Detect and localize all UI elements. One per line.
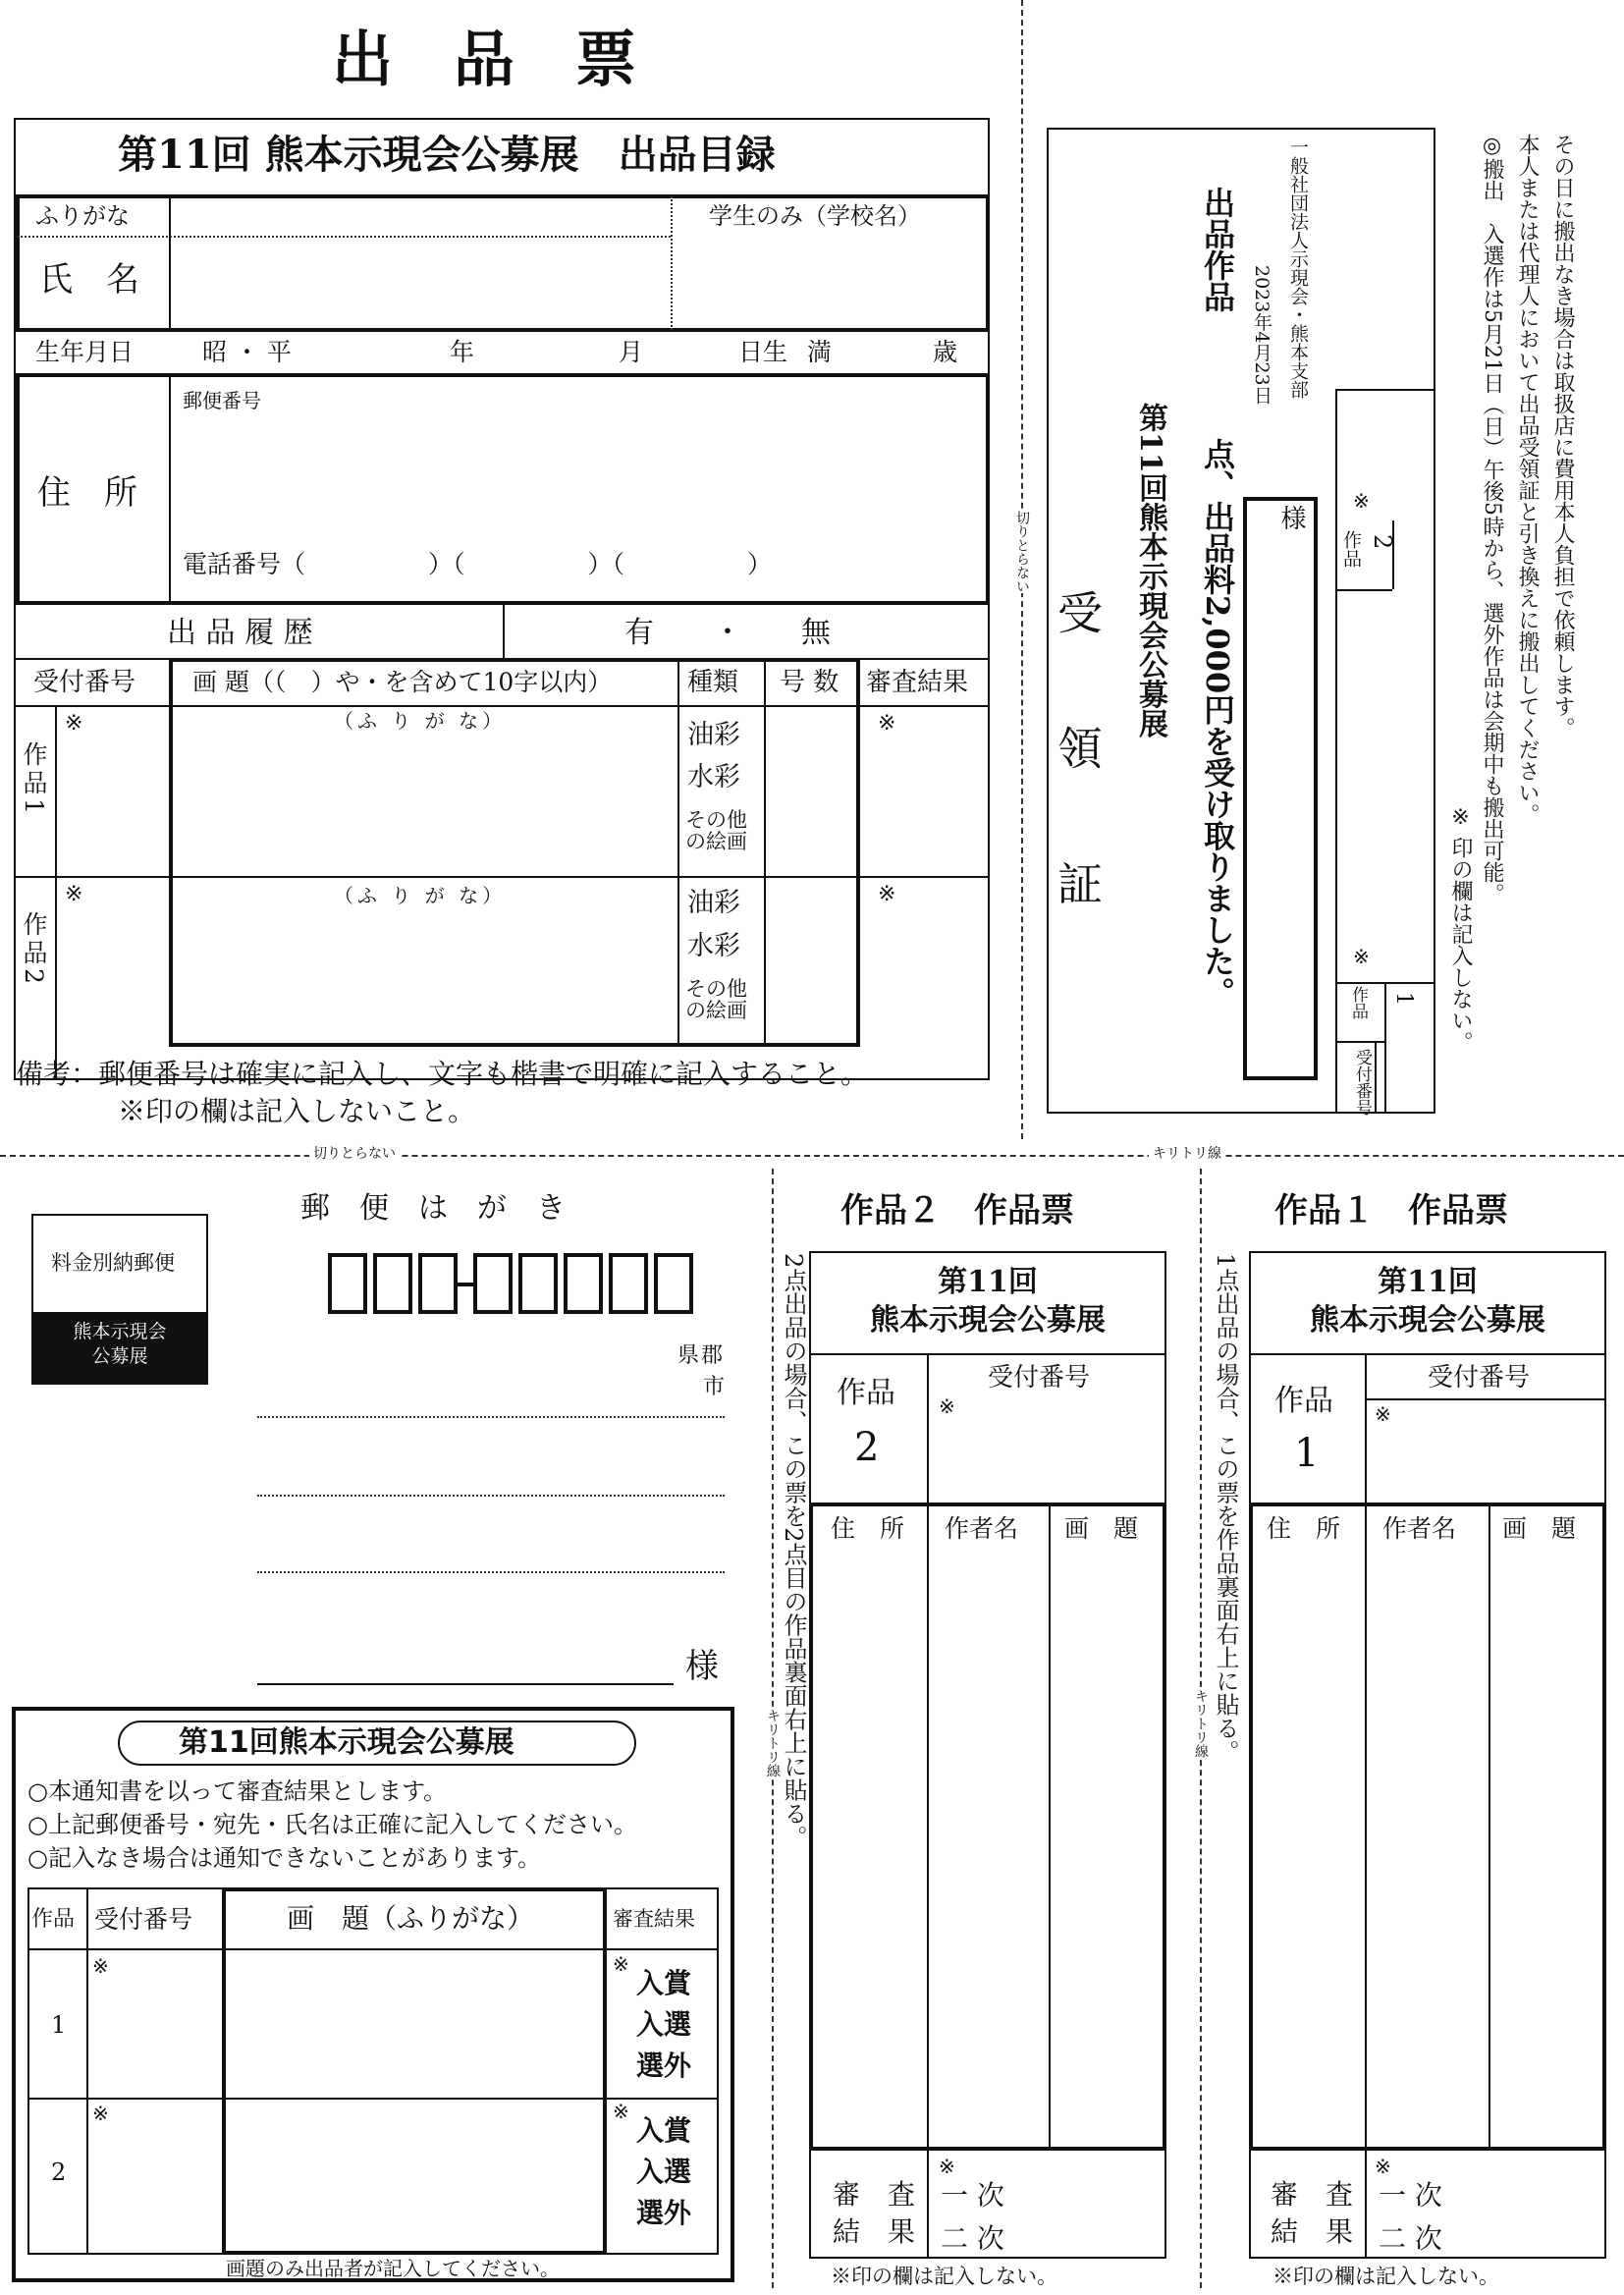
- ticket1-work-label: 作品: [1274, 1384, 1333, 1418]
- notice-row1-prize: 入賞: [636, 1967, 692, 1999]
- month-label: 月: [619, 338, 644, 366]
- col-size: 号 数: [780, 668, 839, 697]
- ticket1-col-title: 画 題: [1502, 1514, 1577, 1543]
- receipt-note-3: その日に搬出なき場合は取扱店に費用本人負担で依頼します。: [1550, 134, 1575, 738]
- receipt-mark-1: ※: [1353, 945, 1370, 968]
- receipt-note-1: ◎搬出 入選作は5月21日（日）午後5時から、選外作品は会期中も搬出可能。: [1480, 134, 1504, 904]
- ticket1-result-first: 一 次: [1379, 2179, 1442, 2212]
- work1-kind-oil[interactable]: 油彩: [687, 720, 740, 750]
- receipt-mark-2: ※: [1353, 489, 1370, 513]
- name-label: 氏 名: [39, 260, 139, 300]
- ticket2-result-second: 二 次: [941, 2222, 1004, 2255]
- notice-col-work: 作品: [31, 1907, 76, 1932]
- gun-label: 郡: [701, 1343, 724, 1368]
- ticket2-footer: ※印の欄は記入しない。: [831, 2265, 1057, 2288]
- work2-furigana: （ふ り が な）: [334, 884, 507, 907]
- receipt-org: 一般社団法人示現会・熊本支部: [1287, 137, 1309, 399]
- ticket1-col-author: 作者名: [1382, 1514, 1457, 1543]
- postal-digit-8[interactable]: [654, 1253, 693, 1314]
- cut-label-vertical-right: キリトリ線: [1190, 1689, 1212, 1758]
- ticket2-col-author: 作者名: [945, 1514, 1019, 1543]
- notice-row2-num: 2: [51, 2158, 67, 2186]
- notice-row1-num: 1: [51, 2011, 67, 2039]
- address-line-3[interactable]: [257, 1571, 725, 1573]
- address-field[interactable]: [177, 420, 982, 538]
- birth-label: 生年月日: [35, 338, 135, 366]
- ticket1-result-label: 審 査 結 果: [1271, 2178, 1354, 2248]
- work1-kind-water[interactable]: 水彩: [687, 762, 740, 792]
- stamp-text-bottom: 熊本示現会 公募展: [31, 1312, 208, 1385]
- work2-title-field[interactable]: [177, 915, 672, 1043]
- ticket1-title: 作品１ 作品票: [1274, 1191, 1508, 1230]
- receipt-date: 2023年4月23日: [1251, 265, 1272, 405]
- ticket2-exhibit: 第11回 熊本示現会公募展: [870, 1265, 1106, 1338]
- ticket1-result-second: 二 次: [1379, 2222, 1442, 2255]
- receipt-work2-num: 2: [1369, 534, 1396, 550]
- notice-line-2: ○記入なき場合は通知できないことがあります。: [27, 1844, 542, 1872]
- ticket1-receipt-mark: ※: [1375, 1402, 1391, 1426]
- ticket2-work-num: 2: [854, 1425, 880, 1470]
- school-field[interactable]: [676, 240, 986, 328]
- form-title: 出 品 票: [332, 24, 637, 95]
- postal-digit-4[interactable]: [473, 1253, 513, 1314]
- col-title: 画 題（（ ）や・を含めて10字以内）: [192, 668, 613, 696]
- ticket2-result-mark: ※: [939, 2155, 955, 2178]
- work2-kind-water[interactable]: 水彩: [687, 931, 740, 961]
- city-label: 市: [703, 1375, 726, 1399]
- postcard-sama: 様: [685, 1647, 719, 1686]
- ticket1-side-note: 1点出品の場合、この票を作品裏面右上に貼る。: [1212, 1253, 1239, 1764]
- postcard-title: 郵 便 は が き: [300, 1191, 566, 1226]
- col-kind: 種類: [687, 668, 739, 697]
- cut-label-cut-line: キリトリ線: [1149, 1147, 1225, 1161]
- notice-row2-rejected: 選外: [636, 2197, 692, 2229]
- notice-line-1: ○上記郵便番号・宛先・氏名は正確に記入してください。: [27, 1811, 637, 1838]
- address-label: 住 所: [37, 473, 137, 513]
- ticket1-receipt-label: 受付番号: [1428, 1363, 1531, 1393]
- age-label: 歳: [933, 338, 958, 366]
- receipt-title: 受 領 証: [1051, 589, 1104, 905]
- work1-kind-other[interactable]: その他の絵画: [685, 808, 747, 854]
- era-options: 昭 ・ 平: [202, 338, 292, 366]
- postal-label: 郵便番号: [183, 389, 261, 412]
- ticket2-side-note: 2点出品の場合、この票を2点目の作品裏面右上に貼る。: [780, 1253, 807, 1849]
- notice-row1-result-mark: ※: [613, 1952, 629, 1976]
- ticket1-work-num: 1: [1294, 1431, 1320, 1476]
- history-label: 出 品 履 歴: [167, 616, 313, 650]
- day-born-label: 日生: [738, 338, 788, 366]
- postal-digit-5[interactable]: [518, 1253, 558, 1314]
- work1-furigana: （ふ り が な）: [334, 709, 507, 733]
- full-age-label: 満: [807, 338, 833, 366]
- receipt-work1-label: 作品: [1348, 986, 1368, 1019]
- catalog-title: 第11回 熊本示現会公募展 出品目録: [118, 132, 776, 178]
- notice-row1-mark: ※: [92, 1954, 109, 1978]
- receipt-note-2: 本人または代理人において出品受領証と引き換えに搬出してください。: [1515, 134, 1540, 825]
- col-receipt-no: 受付番号: [33, 668, 136, 697]
- phone-label: 電話番号（ ）（ ）（ ）: [183, 550, 773, 578]
- notice-row2-mark: ※: [92, 2102, 109, 2125]
- history-options[interactable]: 有 ・ 無: [624, 616, 831, 650]
- cut-line-horizontal: [0, 1155, 1624, 1157]
- notice-col-result: 審査結果: [613, 1907, 695, 1931]
- address-line-2[interactable]: [257, 1495, 725, 1497]
- ticket1-info-table: [1249, 1503, 1606, 2151]
- year-label: 年: [450, 338, 475, 366]
- notice-footer: 画題のみ出品者が記入してください。: [226, 2257, 560, 2280]
- notice-row2-prize: 入賞: [636, 2114, 692, 2147]
- notice-row2-accepted: 入選: [636, 2156, 692, 2188]
- recipient-line[interactable]: [257, 1683, 674, 1685]
- notice-col-receipt: 受付番号: [94, 1905, 193, 1934]
- work2-kind-oil[interactable]: 油彩: [687, 888, 740, 918]
- ticket1-result-mark: ※: [1375, 2155, 1391, 2178]
- receipt-line-2: 出品作品 点、出品料2,000円を受け取りました。: [1199, 187, 1236, 1009]
- ticket2-receipt-mark: ※: [939, 1394, 955, 1418]
- postal-digit-3[interactable]: [418, 1253, 458, 1314]
- work2-kind-other[interactable]: その他の絵画: [685, 977, 747, 1023]
- receipt-line-1: 第11回熊本示現会公募展: [1133, 403, 1167, 738]
- receipt-note-0: ※ 印の欄は記入しない。: [1448, 805, 1473, 1053]
- cut-label-vertical: 切りとらない: [1011, 511, 1033, 593]
- pref-label: 県: [677, 1343, 700, 1368]
- ticket2-col-address: 住 所: [831, 1514, 905, 1543]
- ticket2-result-label: 審 査 結 果: [833, 2178, 916, 2248]
- name-field[interactable]: [173, 240, 669, 328]
- receipt-work1-num: 1: [1391, 992, 1416, 1006]
- ticket2-result-first: 一 次: [941, 2179, 1004, 2212]
- ticket2-col-title: 画 題: [1064, 1514, 1139, 1543]
- notice-line-0: ○本通知書を以って審査結果とします。: [27, 1777, 448, 1805]
- address-line-1[interactable]: [257, 1416, 725, 1418]
- notice-col-title: 画 題（ふりがな）: [287, 1902, 535, 1935]
- receipt-work2-label: 作品: [1340, 530, 1362, 568]
- work1-label: 作品1: [20, 741, 48, 818]
- postal-digit-1[interactable]: [328, 1253, 367, 1314]
- notice-row1-rejected: 選外: [636, 2049, 692, 2082]
- work1-result-mark: ※: [878, 711, 896, 736]
- ticket2-title: 作品２ 作品票: [840, 1191, 1074, 1230]
- receipt-box: [1047, 128, 1435, 1114]
- student-only-label: 学生のみ（学校名）: [709, 202, 921, 230]
- ticket1-col-address: 住 所: [1267, 1514, 1341, 1543]
- postal-digit-7[interactable]: [609, 1253, 648, 1314]
- ticket1-footer: ※印の欄は記入しない。: [1272, 2265, 1499, 2288]
- notice-title-col: [222, 1887, 607, 2255]
- work2-result-mark: ※: [878, 882, 896, 906]
- cut-label-do-not-cut: 切りとらない: [309, 1147, 400, 1161]
- postal-digit-6[interactable]: [564, 1253, 603, 1314]
- receipt-no-label: 受付番号: [1352, 1049, 1372, 1116]
- ticket2-receipt-label: 受付番号: [988, 1363, 1091, 1393]
- work2-receipt-mark: ※: [65, 882, 83, 906]
- work1-title-field[interactable]: [177, 742, 672, 870]
- col-result: 審査結果: [866, 668, 969, 697]
- ticket2-work-label: 作品: [837, 1376, 895, 1410]
- notice-title: 第11回熊本示現会公募展: [179, 1725, 514, 1760]
- notice-row1-accepted: 入選: [636, 2008, 692, 2041]
- notice-row2-result-mark: ※: [613, 2100, 629, 2123]
- ticket1-exhibit: 第11回 熊本示現会公募展: [1310, 1265, 1545, 1338]
- work2-label: 作品2: [20, 911, 48, 988]
- furigana-label: ふりがな: [35, 202, 130, 230]
- catalog-note-2: ※印の欄は記入しないこと。: [118, 1095, 476, 1127]
- cut-label-vertical-left: キリトリ線: [762, 1709, 784, 1777]
- postal-digit-2[interactable]: [373, 1253, 412, 1314]
- catalog-note-1: 備考：郵便番号は確実に記入し、文字も楷書で明確に記入すること。: [16, 1058, 869, 1090]
- receipt-sama: 様: [1276, 505, 1306, 530]
- receipt-name-box[interactable]: [1243, 497, 1318, 1080]
- work1-receipt-mark: ※: [65, 711, 83, 736]
- stamp-text-top: 料金別納郵便: [51, 1251, 175, 1275]
- ticket2-info-table: [809, 1503, 1166, 2151]
